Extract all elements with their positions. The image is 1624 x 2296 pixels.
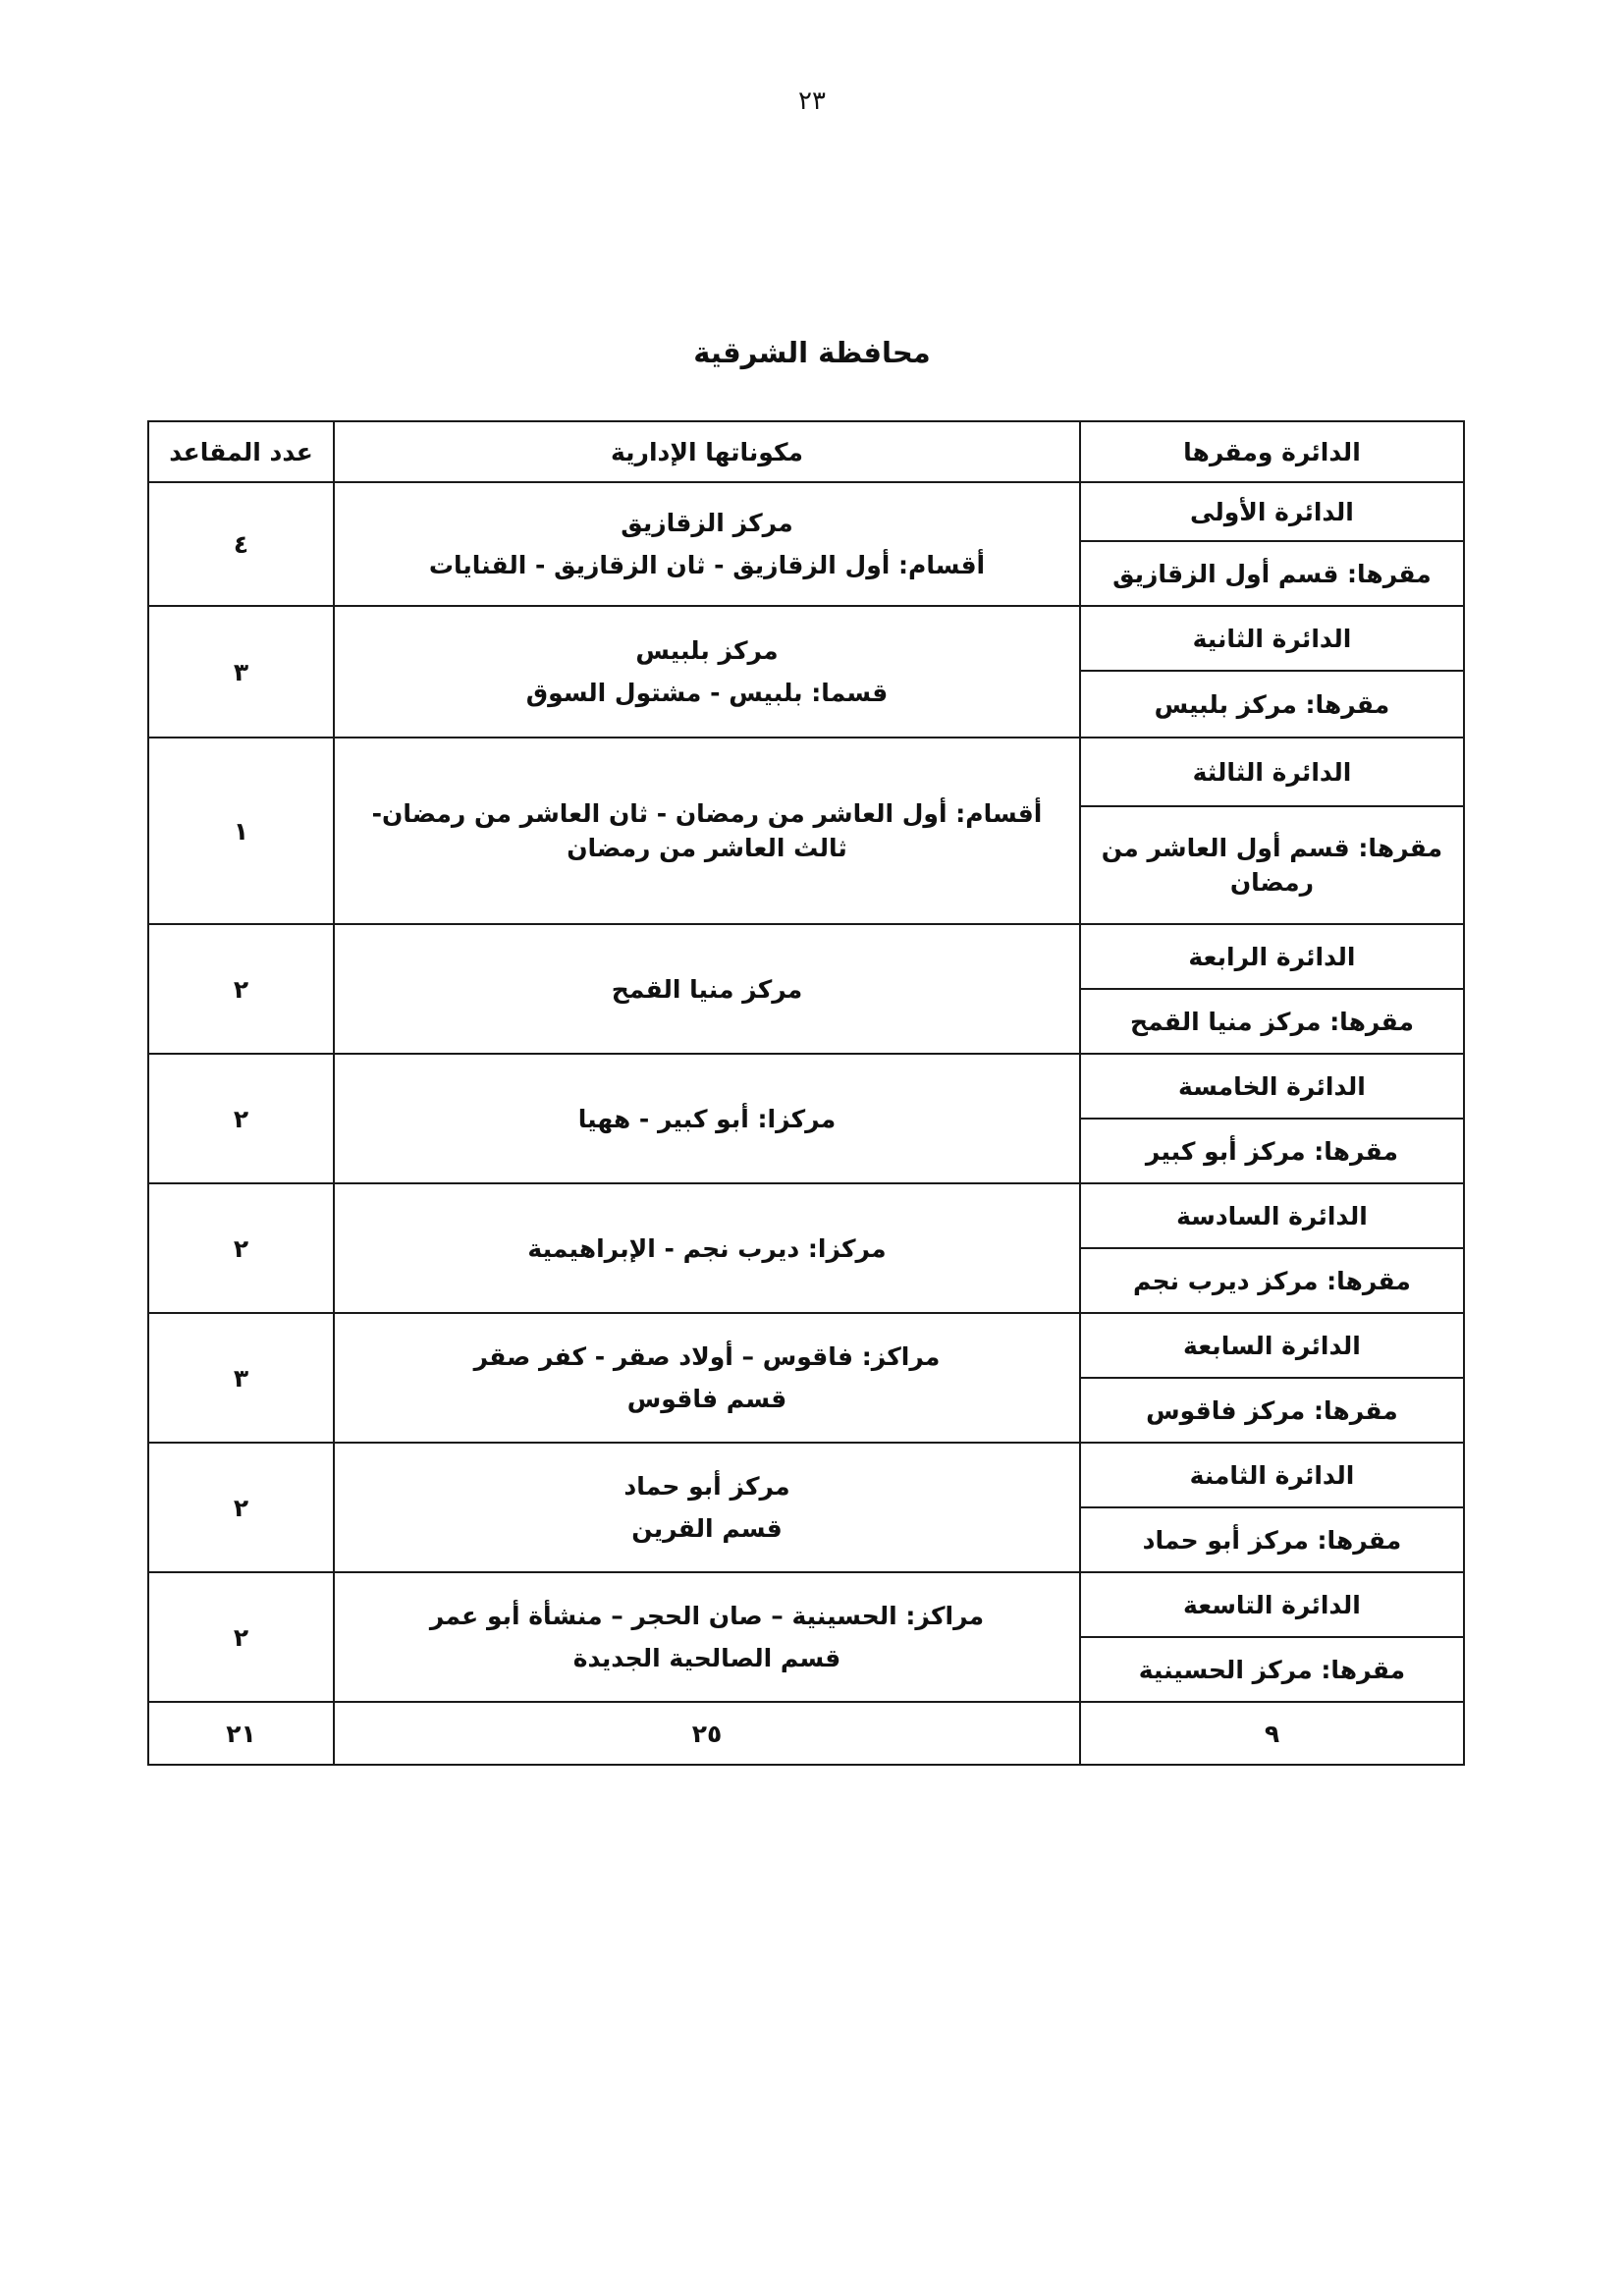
totals-row bbox=[148, 1702, 1464, 1765]
component-line: أقسام: أول العاشر من رمضان - ثان العاشر من رمضان- ثالث العاشر من رمضان bbox=[371, 799, 1043, 862]
district-seats: ٢ bbox=[148, 924, 334, 1054]
district-seat: مقرها: مركز منيا القمح bbox=[1080, 989, 1464, 1054]
district-name: الدائرة الأولى bbox=[1080, 482, 1464, 541]
district-seat: مقرها: مركز فاقوس bbox=[1080, 1378, 1464, 1443]
table-row bbox=[148, 1313, 1464, 1378]
district-seat: مقرها: مركز بلبيس bbox=[1080, 671, 1464, 738]
total-districts: ٩ bbox=[1080, 1702, 1464, 1765]
component-line: مراكز: فاقوس – أولاد صقر - كفر صقر bbox=[473, 1342, 941, 1371]
district-seats: ٢ bbox=[148, 1443, 334, 1572]
total-seats: ٢١ bbox=[148, 1702, 334, 1765]
district-seats: ٢ bbox=[148, 1572, 334, 1702]
table-row bbox=[148, 1443, 1464, 1507]
district-seats: ٢ bbox=[148, 1183, 334, 1313]
district-name: الدائرة الخامسة bbox=[1080, 1054, 1464, 1119]
district-components bbox=[334, 1183, 1080, 1313]
component-line: مركز بلبيس bbox=[635, 636, 779, 665]
header-seats: عدد المقاعد bbox=[148, 421, 334, 482]
table-row bbox=[148, 482, 1464, 541]
district-seat: مقرها: مركز الحسينية bbox=[1080, 1637, 1464, 1702]
district-seat: مقرها: قسم أول العاشر من رمضان bbox=[1080, 806, 1464, 924]
page-title: محافظة الشرقية bbox=[693, 336, 931, 369]
district-components bbox=[334, 482, 1080, 606]
district-seat: مقرها: مركز ديرب نجم bbox=[1080, 1248, 1464, 1313]
page-number: ٢٣ bbox=[798, 86, 826, 116]
component-line: قسم فاقوس bbox=[626, 1385, 787, 1413]
header-components: مكوناتها الإدارية bbox=[334, 421, 1080, 482]
district-seats: ٣ bbox=[148, 1313, 334, 1443]
district-components bbox=[334, 1054, 1080, 1183]
district-components bbox=[334, 1313, 1080, 1443]
table-row bbox=[148, 738, 1464, 806]
component-line: مركز الزقازيق bbox=[621, 509, 793, 537]
district-name: الدائرة الثالثة bbox=[1080, 738, 1464, 806]
table-row bbox=[148, 1183, 1464, 1248]
district-components bbox=[334, 924, 1080, 1054]
component-line: مراكز: الحسينية – صان الحجر – منشأة أبو عمر bbox=[429, 1602, 985, 1630]
component-line: مركزا: ديرب نجم - الإبراهيمية bbox=[527, 1233, 887, 1263]
component-line: مركز منيا القمح bbox=[611, 974, 803, 1004]
districts-table bbox=[147, 420, 1465, 1766]
district-components bbox=[334, 738, 1080, 924]
component-line: قسم الصالحية الجديدة bbox=[572, 1644, 841, 1672]
district-name: الدائرة السادسة bbox=[1080, 1183, 1464, 1248]
district-name: الدائرة الثامنة bbox=[1080, 1443, 1464, 1507]
total-components: ٢٥ bbox=[334, 1702, 1080, 1765]
district-name: الدائرة الثانية bbox=[1080, 606, 1464, 671]
table-row bbox=[148, 924, 1464, 989]
district-name: الدائرة التاسعة bbox=[1080, 1572, 1464, 1637]
component-line: قسم القرين bbox=[631, 1514, 783, 1543]
district-seats: ١ bbox=[148, 738, 334, 924]
district-seat: مقرها: مركز أبو حماد bbox=[1080, 1507, 1464, 1572]
header-district: الدائرة ومقرها bbox=[1080, 421, 1464, 482]
district-seat: مقرها: قسم أول الزقازيق bbox=[1080, 541, 1464, 606]
district-components bbox=[334, 1443, 1080, 1572]
table-body bbox=[148, 482, 1464, 1702]
component-line: مركز أبو حماد bbox=[623, 1472, 790, 1501]
table-row bbox=[148, 1572, 1464, 1637]
component-line: مركزا: أبو كبير - ههيا bbox=[577, 1104, 837, 1133]
district-name: الدائرة الرابعة bbox=[1080, 924, 1464, 989]
table-header-row bbox=[148, 421, 1464, 482]
district-components bbox=[334, 606, 1080, 738]
component-line: قسما: بلبيس - مشتول السوق bbox=[525, 679, 889, 707]
table-row bbox=[148, 606, 1464, 671]
district-seats: ٣ bbox=[148, 606, 334, 738]
district-components bbox=[334, 1572, 1080, 1702]
district-seats: ٢ bbox=[148, 1054, 334, 1183]
district-name: الدائرة السابعة bbox=[1080, 1313, 1464, 1378]
district-seats: ٤ bbox=[148, 482, 334, 606]
district-seat: مقرها: مركز أبو كبير bbox=[1080, 1119, 1464, 1183]
table-row bbox=[148, 1054, 1464, 1119]
component-line: أقسام: أول الزقازيق - ثان الزقازيق - القنايات bbox=[428, 551, 986, 579]
